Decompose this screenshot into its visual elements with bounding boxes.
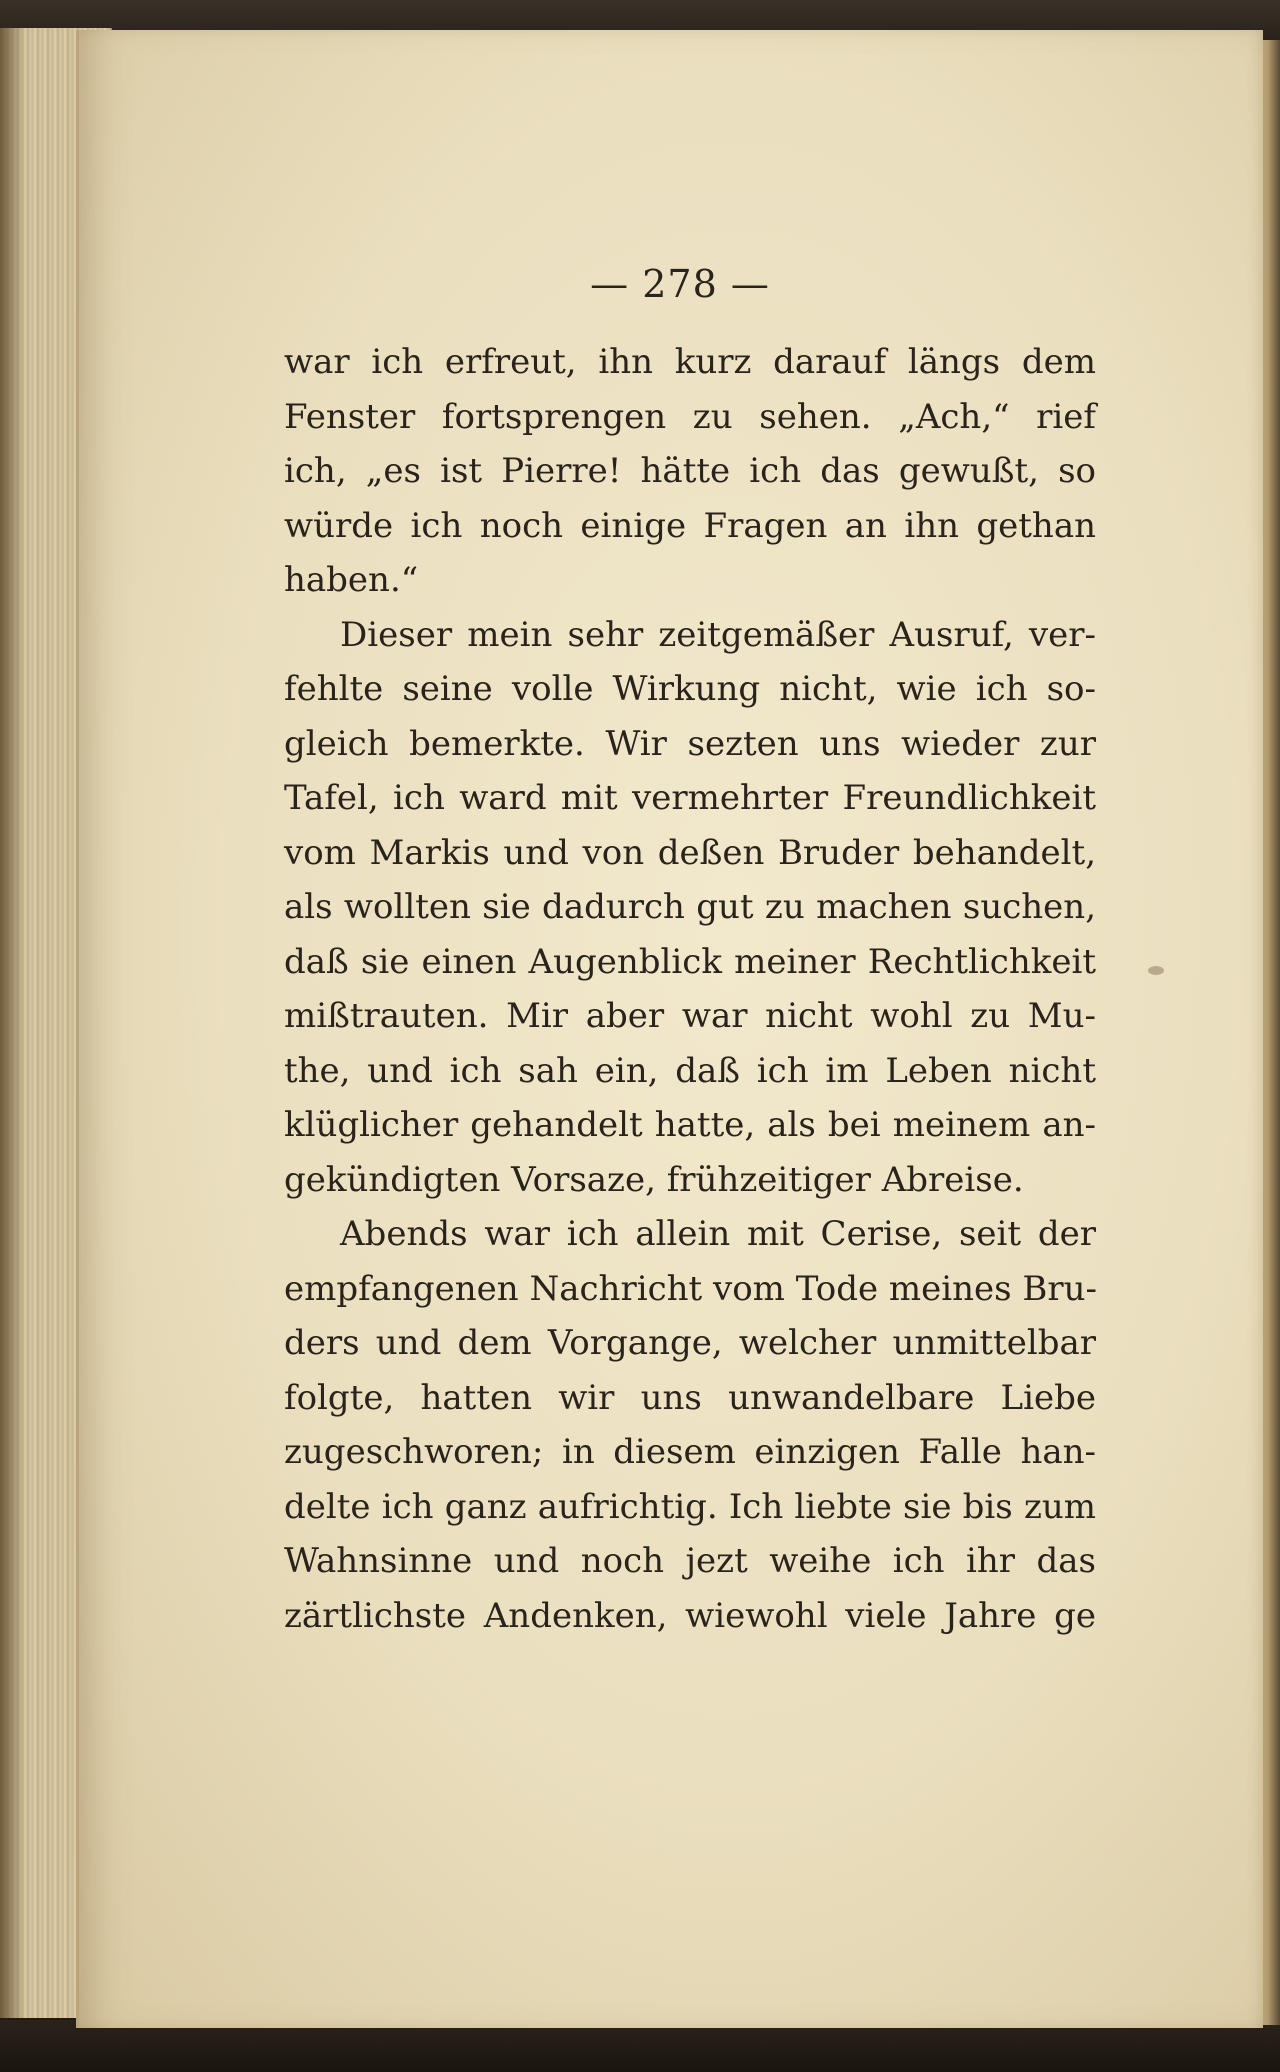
text-line: zärtlichste Andenken, wiewohl viele Jahre ge — [284, 1595, 1096, 1636]
text-line: Tafel, ich ward mit vermehrter Freundlichkeit — [284, 778, 1096, 818]
text-line: haben.“ — [284, 560, 419, 600]
page-number: — 278 — — [590, 262, 770, 306]
text-line: ders und dem Vorgange, welcher unmittelbar — [284, 1323, 1096, 1363]
text-line: fehlte seine volle Wirkung nicht, wie ich so- — [284, 669, 1096, 709]
text-line: Abends war ich allein mit Cerise, seit der — [340, 1214, 1096, 1254]
page-body-text — [284, 335, 1096, 1643]
ink-smudge — [1148, 966, 1164, 975]
text-line: the, und ich sah ein, daß ich im Leben nicht — [284, 1050, 1096, 1091]
spine-shadow — [0, 28, 26, 2018]
text-line: klüglicher gehandelt hatte, als bei meinem an- — [284, 1105, 1096, 1145]
text-line: war ich erfreut, ihn kurz darauf längs dem — [284, 342, 1096, 382]
text-line: als wollten sie dadurch gut zu machen suchen, — [284, 887, 1096, 927]
text-line: daß sie einen Augenblick meiner Rechtlichkeit — [284, 941, 1096, 982]
text-line: Fenster fortsprengen zu sehen. „Ach,“ rief — [284, 396, 1096, 437]
text-line: zugeschworen; in diesem einzigen Falle han- — [284, 1432, 1096, 1472]
text-line: Dieser mein sehr zeitgemäßer Ausruf, ver- — [340, 614, 1096, 655]
text-line: würde ich noch einige Fragen an ihn gethan — [284, 505, 1096, 546]
text-line: delte ich ganz aufrichtig. Ich liebte sie bis zum — [284, 1486, 1096, 1527]
text-line: ich, „es ist Pierre! hätte ich das gewußt, so — [284, 451, 1096, 491]
text-line: Wahnsinne und noch jezt weihe ich ihr das — [284, 1541, 1096, 1581]
text-line: folgte, hatten wir uns unwandelbare Liebe — [284, 1377, 1096, 1418]
text-line: gleich bemerkte. Wir sezten uns wieder zur — [284, 723, 1096, 764]
text-line: vom Markis und von deßen Bruder behandelt, — [284, 832, 1096, 873]
text-line: gekündigten Vorsaze, frühzeitiger Abreise. — [284, 1159, 1024, 1200]
text-line: empfangenen Nachricht vom Tode meines Bru- — [284, 1268, 1098, 1309]
text-line: mißtrauten. Mir aber war nicht wohl zu Mu- — [284, 996, 1096, 1036]
